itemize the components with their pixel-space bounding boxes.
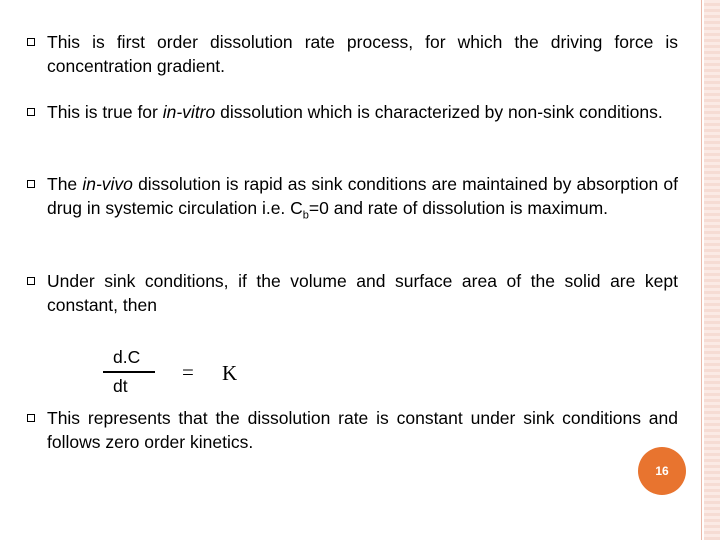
bullet-text-3 xyxy=(47,172,678,228)
bullet-3-subscript: b xyxy=(302,209,309,222)
bullet-text-2 xyxy=(47,100,678,124)
right-decorative-border xyxy=(704,0,720,540)
bullet-3-text-start: The xyxy=(47,174,83,194)
bullet-3-italic-term: in-vivo xyxy=(82,174,133,194)
square-bullet-icon xyxy=(27,414,35,422)
page-number-badge xyxy=(638,447,686,495)
formula-numerator: d.C xyxy=(113,347,141,367)
square-bullet-icon xyxy=(27,277,35,285)
bullet-text-1 xyxy=(47,30,678,78)
formula-denominator: dt xyxy=(113,376,128,396)
bullet-3-text-end: =0 and rate of dissolution is maximum. xyxy=(308,198,609,218)
bullet-4-text: Under sink conditions, if the volume and surface area of the solid are kept constant, then xyxy=(47,271,678,315)
square-bullet-icon xyxy=(27,180,35,188)
bullet-2-text-end: dissolution which is characterized by non-sink conditions. xyxy=(215,102,663,122)
bullet-1-text: This is first order dissolution rate process, for which the driving force is concentration gradient. xyxy=(47,32,678,76)
bullet-2-text-start: This is true for xyxy=(47,102,163,122)
right-border-line xyxy=(701,0,702,540)
bullet-text-5 xyxy=(47,406,678,454)
bullet-text-4 xyxy=(47,269,678,317)
bullet-3-text-middle: dissolution is rapid as sink conditions are maintained by absorption of drug in systemic circulation i.e. C xyxy=(47,174,678,218)
fraction-bar xyxy=(103,371,155,373)
bullet-2-italic-term: in-vitro xyxy=(162,102,216,122)
square-bullet-icon xyxy=(27,38,35,46)
formula-constant: K xyxy=(222,361,238,385)
page-number: 16 xyxy=(655,464,669,478)
bullet-5-text: This represents that the dissolution rate is constant under sink conditions and follows zero order kinetics. xyxy=(47,408,678,452)
formula-equals: = xyxy=(182,360,194,384)
square-bullet-icon xyxy=(27,108,35,116)
